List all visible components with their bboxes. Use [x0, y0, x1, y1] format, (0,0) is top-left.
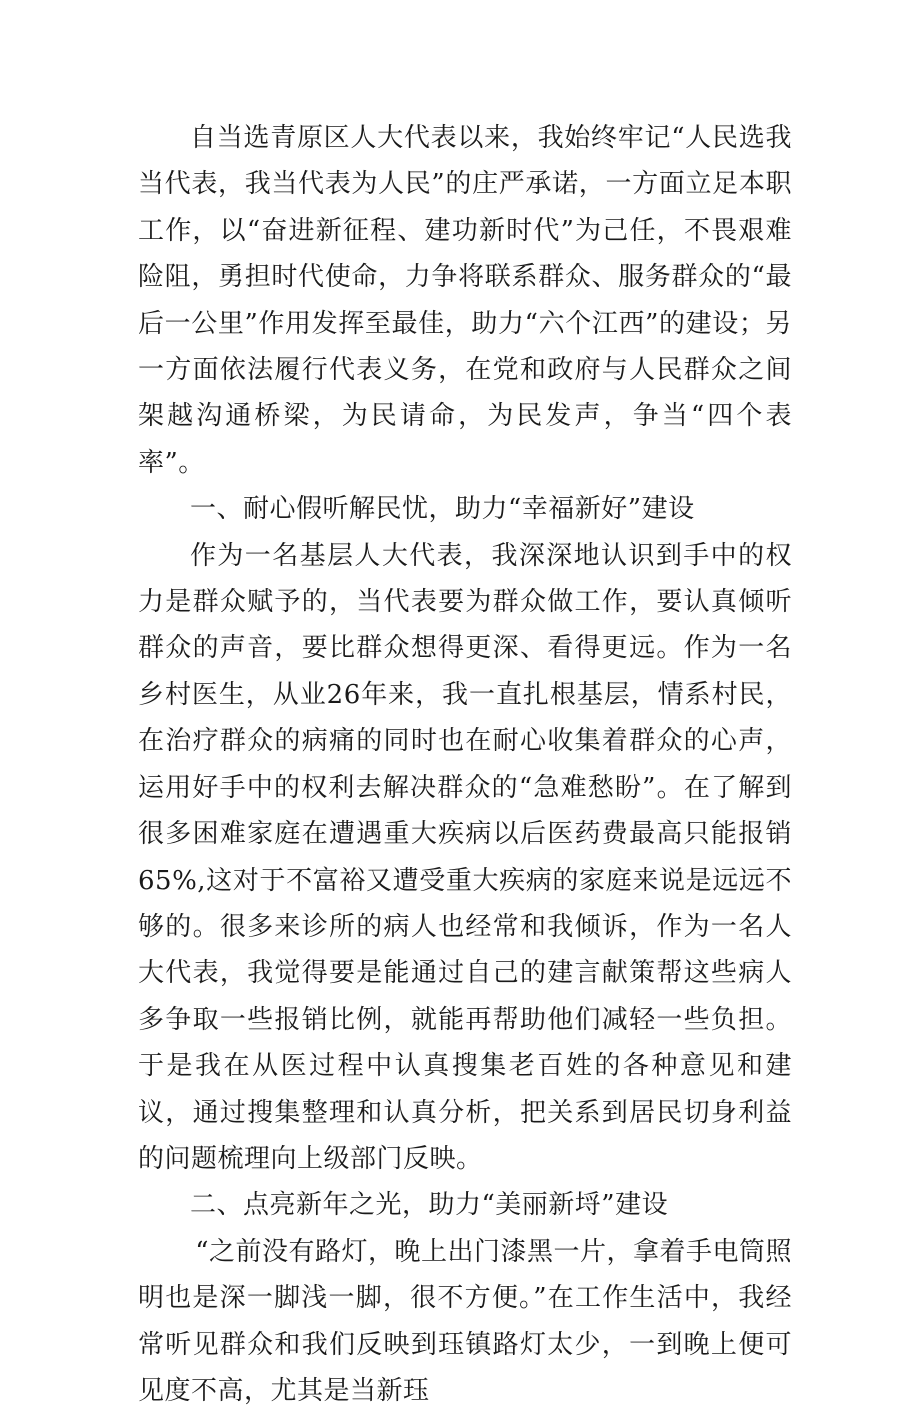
document-page: [138, 115, 792, 1414]
section-1-heading: 一、耐心假听解民忧，助力“幸福新好”建设: [190, 494, 695, 525]
intro-paragraph: 自当选青原区人大代表以来，我始终牢记“人民选我当代表，我当代表为人民”的庄严承诺，一方面立足本职工作，以“奋进新征程、建功新时代”为己任，不畏艰难险阻，勇担时代使命，力争将联系群众、服务群众的“最后一公里”作用发挥至最佳，助力“六个江西”的建设；另一方面依法履行代表义务，在党和政府与人民群众之间架越沟通桥梁，为民请命，为民发声，争当“四个表率”。: [138, 123, 792, 478]
section-1-paragraph: 作为一名基层人大代表，我深深地认识到手中的权力是群众赋予的，当代表要为群众做工作，要认真倾听群众的声音，要比群众想得更深、看得更远。作为一名乡村医生，从业26年来，我一直扎根基层，情系村民，在治疗群众的病痛的同时也在耐心收集着群众的心声，运用好手中的权利去解决群众的“急难愁盼”。在了解到很多困难家庭在遭遇重大疾病以后医药费最高只能报销65%,这对于不富裕又遭受重大疾病的家庭来说是远远不够的。很多来诊所的病人也经常和我倾诉，作为一名人大代表，我觉得要是能通过自己的建言献策帮这些病人多争取一些报销比例，就能再帮助他们减轻一些负担。于是我在从医过程中认真搜集老百姓的各种意见和建议，通过搜集整理和认真分析，把关系到居民切身利益的问题梳理向上级部门反映。: [138, 540, 792, 1174]
section-2-paragraph: “之前没有路灯，晚上出门漆黑一片，拿着手电筒照明也是深一脚浅一脚，很不方便。”在工作生活中，我经常听见群众和我们反映到珏镇路灯太少，一到晚上便可见度不高，尤其是当新珏: [138, 1236, 792, 1406]
section-2-heading: 二、点亮新年之光，助力“美丽新埒”建设: [190, 1190, 669, 1221]
